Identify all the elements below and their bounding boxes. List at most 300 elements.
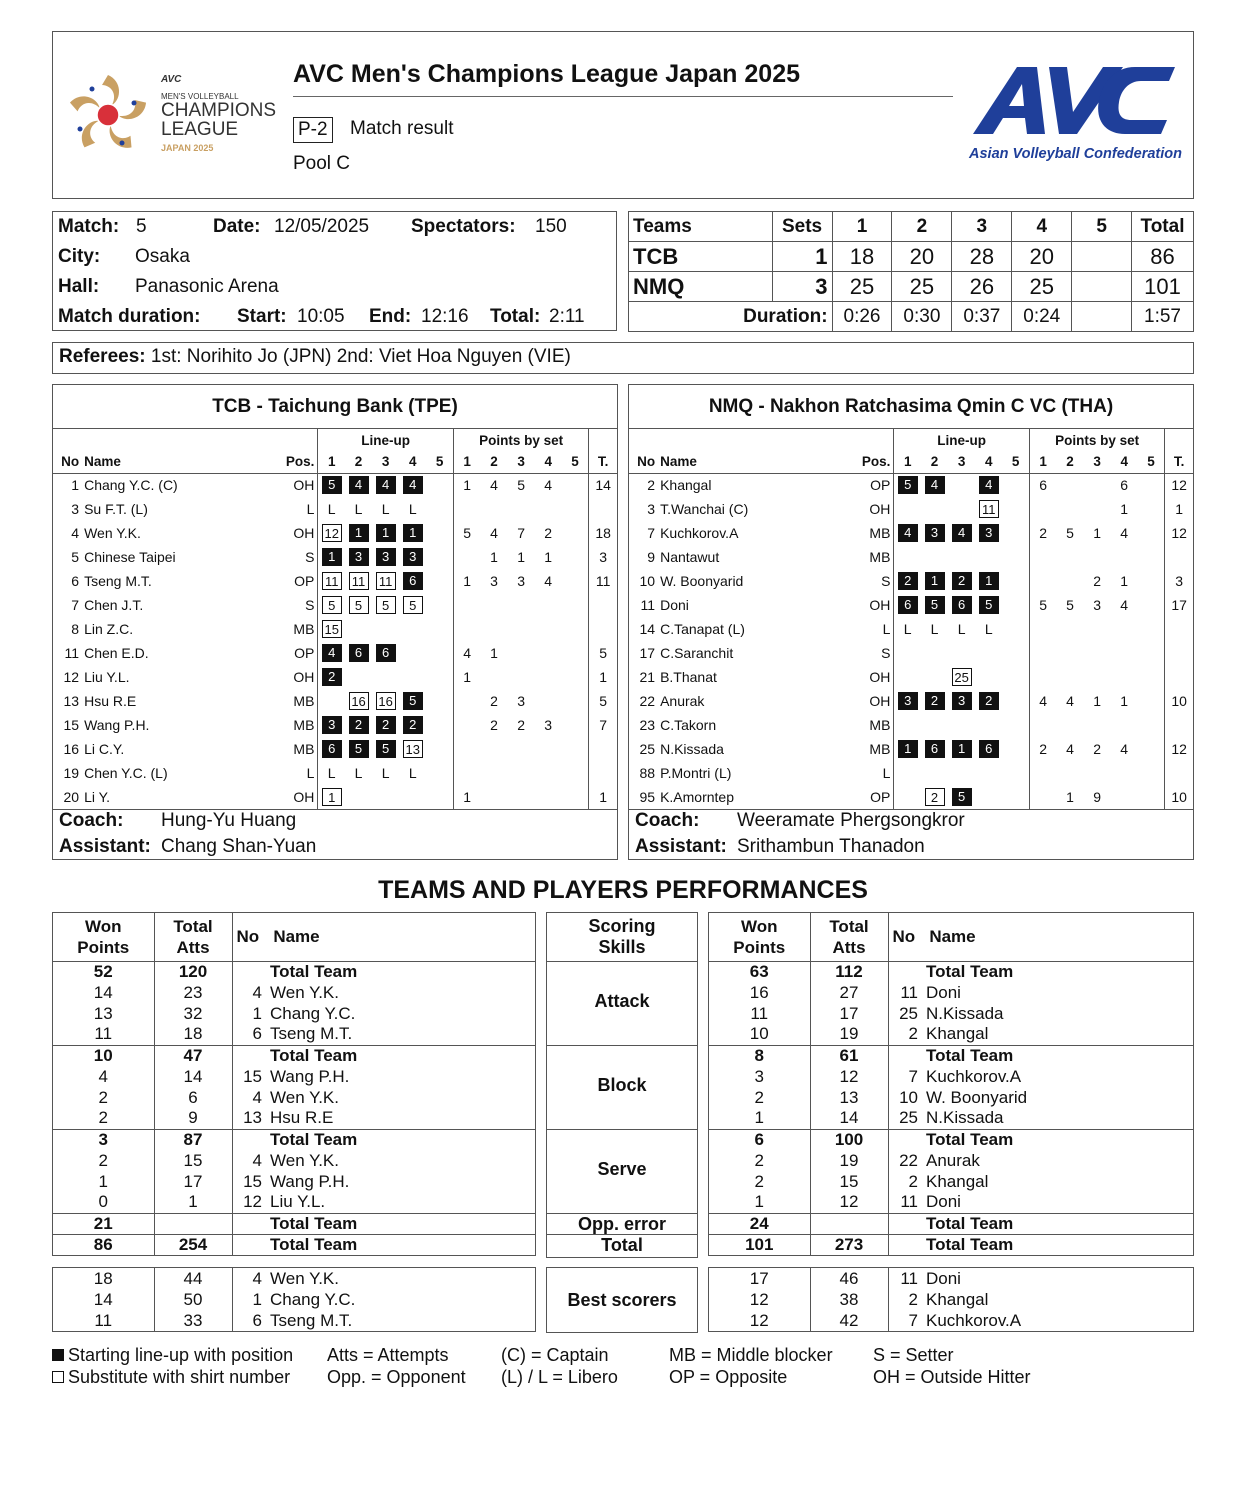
total-points: 12 bbox=[1165, 521, 1193, 545]
start-label: Start: bbox=[237, 306, 287, 327]
set-points bbox=[508, 593, 535, 617]
player-row bbox=[53, 785, 617, 809]
won-points: 18 bbox=[93, 1268, 113, 1288]
set-points bbox=[453, 689, 480, 713]
won-header-line2: Points bbox=[77, 937, 130, 957]
set-points bbox=[562, 569, 589, 593]
total-atts: 19 bbox=[810, 1150, 888, 1171]
points-set-header: 5 bbox=[1138, 451, 1165, 473]
substitute-number: 12 bbox=[322, 524, 342, 542]
legend-captain: (C) = Captain bbox=[501, 1345, 609, 1365]
total-points: 10 bbox=[1165, 689, 1193, 713]
name-header: Name bbox=[655, 451, 848, 473]
performance-row bbox=[709, 1234, 1193, 1255]
player-name: W. Boonyarid bbox=[926, 1087, 1028, 1107]
player-row bbox=[53, 617, 617, 641]
set-points bbox=[535, 665, 562, 689]
player-number bbox=[888, 1045, 922, 1066]
points-set-header: 1 bbox=[453, 451, 480, 473]
set-points bbox=[562, 785, 589, 809]
performance-title: TEAMS AND PLAYERS PERFORMANCES bbox=[378, 876, 868, 904]
set-points bbox=[1029, 545, 1056, 569]
player-number: 3 bbox=[71, 501, 80, 517]
set-points bbox=[453, 617, 480, 641]
score-set3: 28 bbox=[952, 242, 1012, 272]
set1-header: 1 bbox=[832, 212, 892, 242]
set-points: 6 bbox=[1120, 477, 1129, 494]
set-points bbox=[1084, 713, 1111, 737]
won-header-line2: Points bbox=[733, 937, 786, 957]
pool-label: Pool C bbox=[293, 153, 351, 174]
player-row bbox=[53, 473, 617, 497]
set-points bbox=[1138, 617, 1165, 641]
performance-row bbox=[53, 982, 535, 1003]
starting-position: 6 bbox=[403, 572, 423, 590]
won-header bbox=[53, 913, 154, 961]
starting-position: 3 bbox=[925, 524, 945, 542]
performance-row bbox=[53, 1289, 535, 1310]
player-number: 7 bbox=[888, 1310, 922, 1331]
lineup-cell bbox=[975, 713, 1002, 737]
lineup-cell bbox=[372, 569, 399, 593]
set-points bbox=[1056, 665, 1083, 689]
total-atts: 42 bbox=[810, 1310, 888, 1331]
lineup-cell bbox=[318, 689, 345, 713]
set-points bbox=[453, 593, 480, 617]
player-name: Hsu R.E bbox=[84, 693, 137, 709]
performance-row bbox=[709, 1310, 1193, 1331]
total-points bbox=[1165, 545, 1193, 569]
lineup-cell bbox=[975, 737, 1002, 761]
set-points: 4 bbox=[544, 573, 553, 589]
won-points: 11 bbox=[94, 1024, 113, 1044]
lineup-cell bbox=[372, 785, 399, 809]
lineup-cell bbox=[894, 545, 921, 569]
score-table bbox=[628, 211, 1194, 332]
set-points bbox=[508, 617, 535, 641]
lineup-cell bbox=[948, 617, 975, 641]
lineup-cell bbox=[1002, 569, 1029, 593]
legend-sub bbox=[52, 1367, 290, 1388]
lineup-cell bbox=[948, 737, 975, 761]
skills-divider bbox=[547, 1129, 697, 1130]
legend-atts: Atts = Attempts bbox=[327, 1345, 449, 1365]
lineup-cell bbox=[948, 473, 975, 497]
set-points: 5 bbox=[517, 477, 525, 494]
starting-position: 4 bbox=[322, 644, 342, 662]
lineup-cell bbox=[1002, 545, 1029, 569]
city-label: City: bbox=[58, 246, 101, 267]
total-points bbox=[1165, 713, 1193, 737]
set-points bbox=[562, 473, 589, 497]
logo-avc-small: AVC bbox=[161, 74, 182, 85]
lineup-cell bbox=[399, 497, 426, 521]
player-number: 10 bbox=[639, 573, 656, 589]
set3-header: 3 bbox=[952, 212, 1012, 242]
set-points bbox=[1084, 497, 1111, 521]
set-points: 9 bbox=[1093, 788, 1101, 805]
performance-row bbox=[53, 1129, 535, 1150]
player-name: Total Team bbox=[922, 961, 1193, 982]
player-row bbox=[53, 761, 617, 785]
set-points: 1 bbox=[1120, 693, 1129, 709]
set-points bbox=[508, 665, 535, 689]
lineup-cell bbox=[399, 545, 426, 569]
starting-position: 1 bbox=[349, 524, 369, 542]
player-number bbox=[232, 1045, 266, 1066]
set-points bbox=[1056, 473, 1083, 497]
no-header: No bbox=[629, 451, 655, 473]
skills-divider bbox=[547, 961, 697, 962]
player-name: Khangal bbox=[660, 477, 712, 494]
total-points bbox=[1165, 761, 1193, 785]
set-points: 5 bbox=[1066, 597, 1074, 613]
lineup-cell bbox=[1002, 641, 1029, 665]
player-position: S bbox=[881, 645, 891, 661]
total-atts: 15 bbox=[154, 1150, 232, 1171]
set-points: 1 bbox=[453, 473, 480, 497]
player-position: MB bbox=[869, 741, 891, 757]
won-points: 3 bbox=[53, 1129, 154, 1150]
player-position: OP bbox=[294, 645, 315, 661]
player-name: Wang P.H. bbox=[270, 1066, 350, 1086]
total-points: 3 bbox=[589, 545, 617, 569]
lineup-cell bbox=[399, 593, 426, 617]
set-points bbox=[562, 617, 589, 641]
lineup-cell bbox=[372, 593, 399, 617]
player-position: OH bbox=[869, 597, 891, 613]
lineup-cell bbox=[894, 785, 921, 809]
lineup-cell bbox=[318, 737, 345, 761]
player-name: Su F.T. (L) bbox=[84, 501, 148, 517]
best-scorers-label-box bbox=[546, 1267, 698, 1333]
set-points: 2 bbox=[517, 717, 525, 733]
player-number: 19 bbox=[63, 765, 80, 781]
lineup-cell bbox=[894, 713, 921, 737]
team-a-best-scorers bbox=[52, 1267, 536, 1332]
set-points bbox=[1029, 785, 1056, 809]
lineup-cell bbox=[921, 641, 948, 665]
lineup-cell bbox=[921, 737, 948, 761]
set-points bbox=[1138, 593, 1165, 617]
player-number: 25 bbox=[888, 1108, 922, 1129]
duration-label: Duration: bbox=[629, 302, 833, 332]
set-points: 4 bbox=[1066, 693, 1074, 709]
set-points bbox=[562, 761, 589, 785]
starting-position: 1 bbox=[952, 740, 972, 758]
substitute-number: 25 bbox=[952, 668, 972, 686]
performance-row bbox=[709, 1024, 1193, 1045]
won-points: 2 bbox=[98, 1108, 108, 1128]
lineup-cell bbox=[399, 617, 426, 641]
skills-header-line1: Scoring bbox=[588, 916, 656, 936]
teams-header: Teams bbox=[629, 212, 773, 242]
player-number bbox=[232, 1213, 266, 1234]
starting-position: 6 bbox=[925, 740, 945, 758]
player-name: W. Boonyarid bbox=[660, 573, 744, 589]
set-points bbox=[1111, 665, 1138, 689]
substitute-number: 11 bbox=[979, 500, 999, 518]
lineup-cell bbox=[975, 761, 1002, 785]
lineup-cell bbox=[1002, 713, 1029, 737]
starting-position: 5 bbox=[925, 596, 945, 614]
substitute-number: 5 bbox=[376, 596, 396, 614]
total-header: Total bbox=[1132, 212, 1194, 242]
player-name: Khangal bbox=[926, 1171, 989, 1191]
legend-opp: Opp. = Opponent bbox=[327, 1367, 466, 1387]
lineup-cell bbox=[975, 545, 1002, 569]
total-points: 14 bbox=[589, 473, 617, 497]
set-points bbox=[1138, 785, 1165, 809]
duration-set5 bbox=[1072, 302, 1132, 332]
points-header: Points by set bbox=[453, 429, 588, 451]
player-name: N.Kissada bbox=[926, 1003, 1004, 1023]
set-points bbox=[1138, 569, 1165, 593]
player-number: 6 bbox=[71, 573, 80, 589]
performance-row bbox=[709, 961, 1193, 982]
lineup-cell bbox=[426, 713, 453, 737]
player-number: 11 bbox=[888, 982, 922, 1003]
player-name: Wang P.H. bbox=[270, 1171, 350, 1191]
set-points: 4 bbox=[490, 477, 498, 494]
total-points: 1 bbox=[589, 785, 617, 809]
player-number: 20 bbox=[63, 788, 80, 805]
substitute-number: 1 bbox=[322, 788, 342, 806]
team-a-perf-table bbox=[53, 913, 535, 1255]
set-points: 3 bbox=[490, 573, 498, 589]
sets-header: Sets bbox=[772, 212, 832, 242]
player-name: Total Team bbox=[266, 961, 535, 982]
player-number: 95 bbox=[639, 788, 656, 805]
player-number: 17 bbox=[639, 645, 656, 661]
set-points bbox=[562, 641, 589, 665]
starting-position: 2 bbox=[349, 716, 369, 734]
total-atts: 13 bbox=[810, 1087, 888, 1108]
lineup-cell bbox=[399, 665, 426, 689]
set-points bbox=[1111, 545, 1138, 569]
lineup-cell bbox=[975, 569, 1002, 593]
set-points: 6 bbox=[1029, 473, 1056, 497]
set-points: 4 bbox=[490, 525, 498, 541]
team-b-title: NMQ - Nakhon Ratchasima Qmin C VC (THA) bbox=[629, 385, 1193, 429]
player-position: OP bbox=[870, 788, 891, 805]
set-points bbox=[1111, 713, 1138, 737]
total-atts: 33 bbox=[154, 1310, 232, 1331]
lineup-cell bbox=[399, 641, 426, 665]
set-points bbox=[1138, 761, 1165, 785]
starting-position: 4 bbox=[898, 524, 918, 542]
starting-position: 1 bbox=[376, 524, 396, 542]
lineup-cell bbox=[345, 521, 372, 545]
date-label: Date: bbox=[213, 216, 261, 237]
set-points: 2 bbox=[490, 717, 498, 733]
set-points bbox=[562, 689, 589, 713]
won-points: 6 bbox=[709, 1129, 810, 1150]
lineup-cell bbox=[426, 761, 453, 785]
set4-header: 4 bbox=[1012, 212, 1072, 242]
player-position: OH bbox=[293, 477, 315, 494]
assistant-name: Srithambun Thanadon bbox=[737, 836, 925, 857]
legend-sub-text: Substitute with shirt number bbox=[68, 1367, 291, 1387]
performance-row bbox=[53, 1024, 535, 1045]
player-name: Total Team bbox=[266, 1129, 535, 1150]
player-position: MB bbox=[293, 741, 315, 757]
set-points: 1 bbox=[1093, 525, 1101, 541]
substitute-number: 5 bbox=[322, 596, 342, 614]
total-atts: 254 bbox=[154, 1234, 232, 1255]
player-name: Wen Y.K. bbox=[270, 982, 339, 1002]
won-points: 21 bbox=[53, 1213, 154, 1234]
empty-square-icon bbox=[52, 1371, 64, 1383]
points-set-header: 4 bbox=[1111, 451, 1138, 473]
set-points bbox=[508, 737, 535, 761]
score-sets: 1 bbox=[772, 242, 832, 272]
player-position: OH bbox=[869, 669, 891, 685]
legend-s: S = Setter bbox=[873, 1345, 954, 1365]
set-points bbox=[1056, 545, 1083, 569]
substitute-number: 5 bbox=[403, 596, 423, 614]
team-a-table bbox=[53, 429, 617, 810]
score-row-tcb bbox=[629, 242, 1194, 272]
total-atts: 27 bbox=[810, 982, 888, 1003]
set-points bbox=[1111, 761, 1138, 785]
performance-row bbox=[53, 1171, 535, 1192]
lineup-set-header: 5 bbox=[1002, 451, 1029, 473]
total-time: 2:11 bbox=[549, 306, 585, 327]
set-points: 2 bbox=[490, 693, 498, 709]
lineup-cell bbox=[426, 665, 453, 689]
player-number: 7 bbox=[888, 1066, 922, 1087]
lineup-cell bbox=[426, 617, 453, 641]
player-number: 11 bbox=[888, 1268, 922, 1289]
lineup-cell bbox=[345, 617, 372, 641]
team-b-best-scorers bbox=[708, 1267, 1194, 1332]
starting-position: 3 bbox=[979, 524, 999, 542]
player-row bbox=[629, 521, 1193, 545]
player-position: S bbox=[305, 597, 315, 613]
starting-position: 3 bbox=[322, 716, 342, 734]
lineup-cell bbox=[345, 593, 372, 617]
avc-logo bbox=[965, 62, 1180, 172]
player-name: Chang Y.C. bbox=[270, 1003, 356, 1023]
lineup-cell bbox=[426, 473, 453, 497]
total-points: 12 bbox=[1165, 737, 1193, 761]
total-atts: 120 bbox=[154, 961, 232, 982]
lineup-cell bbox=[318, 521, 345, 545]
starting-position: 5 bbox=[898, 476, 918, 494]
total-points: 18 bbox=[589, 521, 617, 545]
won-header bbox=[709, 913, 810, 961]
player-number: 8 bbox=[71, 621, 80, 637]
performance-row bbox=[53, 961, 535, 982]
performance-row bbox=[709, 1192, 1193, 1213]
player-name: P.Montri (L) bbox=[660, 765, 732, 781]
team-b-table bbox=[629, 429, 1193, 810]
player-position: OH bbox=[869, 693, 891, 709]
player-row bbox=[629, 689, 1193, 713]
player-row bbox=[629, 713, 1193, 737]
set-points bbox=[1084, 473, 1111, 497]
set-points bbox=[480, 761, 507, 785]
total-points: 17 bbox=[1165, 593, 1193, 617]
player-position: MB bbox=[293, 717, 315, 733]
legend-oh: OH = Outside Hitter bbox=[873, 1367, 1031, 1387]
lineup-cell bbox=[921, 473, 948, 497]
lineup-cell bbox=[426, 737, 453, 761]
player-number: 23 bbox=[639, 717, 656, 733]
total-atts bbox=[810, 1213, 888, 1234]
set-points bbox=[508, 641, 535, 665]
atts-header-line2: Atts bbox=[176, 937, 210, 957]
player-number: 22 bbox=[888, 1150, 922, 1171]
set-points bbox=[453, 497, 480, 521]
score-set2: 25 bbox=[892, 272, 952, 302]
lineup-cell bbox=[948, 569, 975, 593]
lineup-cell bbox=[894, 617, 921, 641]
lineup-cell bbox=[318, 473, 345, 497]
total-atts: 17 bbox=[810, 1003, 888, 1024]
champions-league-emblem-icon bbox=[63, 70, 153, 160]
won-points: 10 bbox=[749, 1024, 769, 1044]
player-name: Total Team bbox=[266, 1234, 535, 1255]
starting-position: 4 bbox=[952, 524, 972, 542]
player-number: 11 bbox=[64, 645, 80, 661]
atts-header-line1: Total bbox=[829, 916, 869, 936]
logo-line3: LEAGUE bbox=[161, 119, 239, 140]
referees-label: Referees: bbox=[59, 346, 146, 367]
won-points: 16 bbox=[749, 982, 769, 1002]
lineup-cell bbox=[921, 761, 948, 785]
player-number: 1 bbox=[232, 1289, 266, 1310]
set-points bbox=[480, 497, 507, 521]
player-row bbox=[629, 737, 1193, 761]
starting-position: 2 bbox=[952, 572, 972, 590]
set-points bbox=[453, 737, 480, 761]
won-points: 52 bbox=[53, 961, 154, 982]
lineup-cell bbox=[894, 737, 921, 761]
total-points bbox=[589, 617, 617, 641]
player-number: 15 bbox=[232, 1066, 266, 1087]
set-points: 3 bbox=[517, 693, 525, 709]
total-points bbox=[1165, 641, 1193, 665]
score-sets: 3 bbox=[772, 272, 832, 302]
lineup-cell bbox=[948, 521, 975, 545]
set-points bbox=[1056, 641, 1083, 665]
lineup-cell bbox=[921, 497, 948, 521]
lineup-cell bbox=[345, 761, 372, 785]
best-scorers-label: Best scorers bbox=[567, 1290, 677, 1310]
hall-value: Panasonic Arena bbox=[135, 276, 279, 297]
set-points bbox=[562, 521, 589, 545]
duration-set2: 0:30 bbox=[892, 302, 952, 332]
starting-position: 5 bbox=[952, 788, 972, 806]
lineup-cell bbox=[318, 785, 345, 809]
score-set4: 20 bbox=[1012, 242, 1072, 272]
set-points bbox=[1029, 761, 1056, 785]
set-points bbox=[1084, 617, 1111, 641]
player-position: OH bbox=[293, 669, 315, 685]
player-number: 13 bbox=[232, 1108, 266, 1129]
lineup-cell bbox=[345, 545, 372, 569]
total-atts: 50 bbox=[154, 1289, 232, 1310]
total-atts: 100 bbox=[810, 1129, 888, 1150]
performance-row bbox=[709, 1129, 1193, 1150]
won-points: 8 bbox=[709, 1045, 810, 1066]
set-points: 1 bbox=[1120, 573, 1129, 589]
set-points: 1 bbox=[1120, 501, 1129, 517]
player-number: 13 bbox=[63, 693, 80, 709]
t-header: T. bbox=[589, 451, 617, 473]
